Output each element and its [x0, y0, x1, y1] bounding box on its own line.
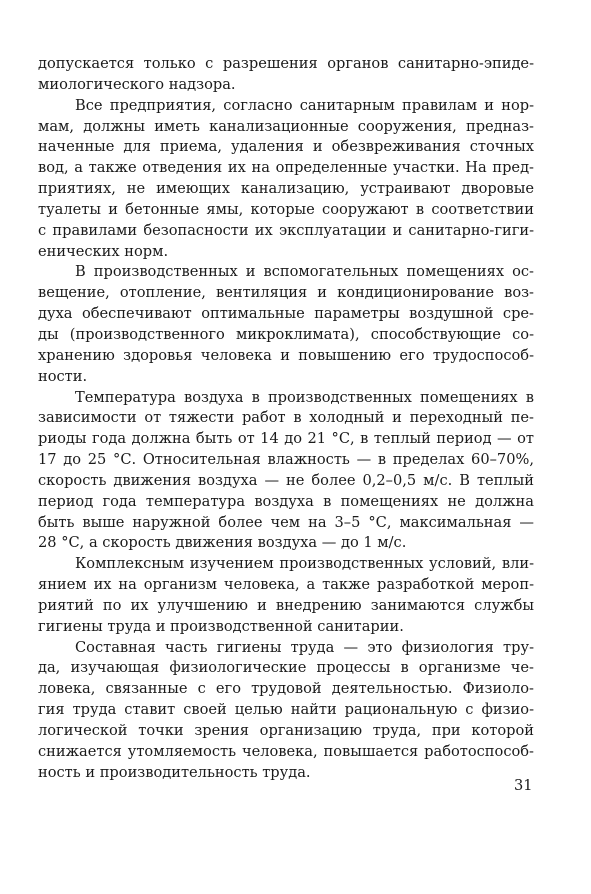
text-line: вод, а также отведения их на определенные участки. На пред-	[38, 159, 534, 177]
page-number: 31	[514, 777, 533, 794]
paragraph	[38, 554, 534, 637]
text-line: Температура воздуха в производственных помещениях в	[75, 388, 534, 406]
paragraph	[38, 388, 534, 555]
text-line: период года температура воздуха в помещениях не должна	[38, 492, 534, 510]
text-line: духа обеспечивают оптимальные параметры воздушной сре-	[38, 305, 534, 323]
text-line: ности.	[38, 367, 88, 385]
paragraph	[38, 262, 534, 387]
text-line: Комплексным изучением производственных условий, вли-	[75, 555, 534, 573]
text-line: ды (производственного микроклимата), способствующие со-	[38, 325, 534, 343]
text-line: В производственных и вспомогательных помещениях ос-	[75, 263, 534, 281]
text-line: скорость движения воздуха — не более 0,2–0,5 м/с. В теплый	[38, 471, 534, 489]
text-line: гия труда ставит своей целью найти рациональную с физио-	[38, 701, 534, 719]
text-line: логической точки зрения организацию труда, при которой	[38, 722, 534, 739]
text-line: янием их на организм человека, а также разработкой мероп-	[38, 576, 534, 594]
text-line: 17 до 25 °С. Относительная влажность — в пределах 60–70%,	[38, 451, 534, 469]
text-line: туалеты и бетонные ямы, которые сооружают в соответствии	[38, 200, 534, 218]
paragraph	[38, 54, 534, 96]
text-line: риоды года должна быть от 14 до 21 °С, в теплый период — от	[38, 430, 534, 448]
text-line: приятиях, не имеющих канализацию, устраивают дворовые	[38, 180, 534, 198]
text-line: миологического надзора.	[38, 75, 236, 93]
text-line: ность и производительность труда.	[38, 763, 311, 781]
text-line: быть выше наружной более чем на 3–5 °С, максимальная —	[38, 513, 534, 531]
text-line: хранению здоровья человека и повышению его трудоспособ-	[38, 346, 534, 364]
text-line: с правилами безопасности их эксплуатации и санитарно-гиги-	[38, 221, 534, 239]
text-line: наченные для приема, удаления и обезвреживания сточных	[38, 138, 534, 156]
text-line: мам, должны иметь канализационные сооружения, предназ-	[38, 117, 534, 135]
paragraph	[38, 638, 534, 784]
text-line: допускается только с разрешения органов санитарно-эпиде-	[38, 55, 534, 72]
text-line: да, изучающая физиологические процессы в организме че-	[38, 659, 534, 677]
text-line: риятий по их улучшению и внедрению занимаются службы	[38, 596, 534, 614]
paragraph	[38, 96, 534, 263]
text-line: Все предприятия, согласно санитарным правилам и нор-	[75, 96, 534, 114]
page-body	[38, 54, 534, 784]
text-line: вещение, отопление, вентиляция и кондиционирование воз-	[38, 284, 534, 302]
text-line: 28 °С, а скорость движения воздуха — до 1 м/с.	[38, 534, 407, 552]
text-line: гигиены труда и производственной санитарии.	[38, 617, 404, 635]
text-line: снижается утомляемость человека, повышается работоспособ-	[38, 742, 534, 760]
text-line: зависимости от тяжести работ в холодный и переходный пе-	[38, 409, 534, 427]
text-line: енических норм.	[38, 242, 169, 260]
text-line: Составная часть гигиены труда — это физиология тру-	[75, 638, 534, 656]
text-line: ловека, связанные с его трудовой деятельностью. Физиоло-	[38, 680, 534, 698]
